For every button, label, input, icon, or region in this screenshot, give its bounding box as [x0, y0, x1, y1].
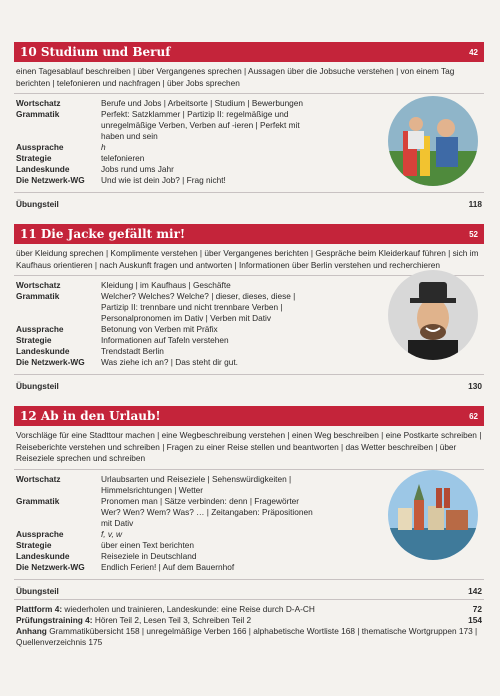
- unit-12: [14, 406, 484, 599]
- uebungsteil-page: 118: [468, 199, 482, 209]
- unit-photo-city-river: [388, 470, 478, 560]
- unit-page-number: 52: [469, 229, 478, 239]
- anhang-row: [16, 626, 482, 648]
- detail-value: Informationen auf Tafeln verstehen: [101, 335, 229, 345]
- detail-value: Reiseziele in Deutschland: [101, 550, 197, 561]
- detail-value: Berufe und Jobs | Arbeitsorte | Studium | Bewerbungen: [101, 98, 304, 108]
- detail-value: Jobs rund ums Jahr: [101, 164, 174, 174]
- detail-value: Kleidung | im Kaufhaus | Geschäfte: [101, 280, 231, 290]
- unit-aims: über Kleidung sprechen | Komplimente verstehen | über Vergangenes berichten | Gespräche beim Kleiderkauf führen | sich im Kaufhaus orientieren | nach Auskunft fragen und antworten | Informationen über Berlin verstehen und recherchieren: [14, 244, 484, 276]
- plattform-text: wiederholen und trainieren, Landeskunde: eine Reise durch D-A-CH: [62, 603, 315, 614]
- pruefung-text: Hören Teil 2, Lesen Teil 3, Schreiben Teil 2: [92, 614, 252, 625]
- toc-footer: [14, 599, 484, 652]
- detail-label: Landeskunde: [16, 346, 70, 356]
- detail-label: Wortschatz: [16, 280, 61, 290]
- uebungsteil-label: Übungsteil: [16, 381, 59, 391]
- unit-photo-family: [388, 96, 478, 186]
- detail-label: Strategie: [16, 153, 52, 163]
- detail-value: h: [101, 142, 106, 152]
- unit-aims: einen Tagesablauf beschreiben | über Vergangenes sprechen | Aussagen über die Jobsuche verstehen | von einem Tag berichten | telefonieren und nachfragen | über Jobs sprechen: [14, 62, 484, 94]
- unit-title: 12 Ab in den Urlaub!: [20, 409, 161, 423]
- unit-10: [14, 42, 484, 212]
- detail-label: Wortschatz: [16, 98, 61, 108]
- unit-header: [14, 42, 484, 62]
- uebungsteil-row: [14, 192, 484, 212]
- detail-value: f, v, w: [101, 528, 123, 539]
- unit-title: 11 Die Jacke gefällt mir!: [20, 227, 186, 241]
- pruefung-page: 154: [468, 614, 482, 625]
- uebungsteil-row: [14, 579, 484, 599]
- detail-value: Perfekt: Satzklammer | Partizip II: regelmäßige und unregelmäßige Verben, Verben auf -ieren | Perfekt mit haben und sein: [101, 109, 300, 141]
- uebungsteil-page: 130: [468, 381, 482, 391]
- pruefung-label: Prüfungstraining 4:: [16, 614, 93, 625]
- unit-aims: Vorschläge für eine Stadttour machen | eine Wegbeschreibung verstehen | einen Weg beschreiben | eine Postkarte schreiben | Reiseberichte verstehen und schreiben | Fragen zu einer Reise stellen und beantworten | das Wetter beschreiben | über Reiseziele sprechen und schreiben: [14, 426, 484, 470]
- detail-label: Landeskunde: [16, 164, 70, 174]
- detail-label: Die Netzwerk-WG: [16, 357, 85, 367]
- detail-label: Grammatik: [16, 495, 60, 506]
- detail-label: Grammatik: [16, 109, 60, 119]
- detail-label: Aussprache: [16, 142, 64, 152]
- plattform-page: 72: [472, 603, 482, 614]
- unit-details: [14, 276, 484, 368]
- uebungsteil-label: Übungsteil: [16, 585, 59, 596]
- detail-label: Aussprache: [16, 528, 64, 539]
- detail-label: Die Netzwerk-WG: [16, 561, 85, 572]
- unit-11: [14, 224, 484, 394]
- detail-value: Endlich Ferien! | Auf dem Bauernhof: [101, 561, 235, 572]
- table-of-contents: [14, 42, 484, 652]
- plattform-label: Plattform 4:: [16, 603, 63, 614]
- detail-value: Betonung von Verben mit Präfix: [101, 324, 218, 334]
- detail-value: telefonieren: [101, 153, 145, 163]
- unit-header: [14, 406, 484, 426]
- detail-row: [16, 562, 482, 573]
- uebungsteil-row: [14, 374, 484, 394]
- detail-label: Landeskunde: [16, 550, 70, 561]
- detail-value: Pronomen man | Sätze verbinden: denn | Fragewörter Wer? Wen? Wem? Was? … | Zeitangaben: Präpositionen mit Dativ: [101, 495, 313, 528]
- uebungsteil-page: 142: [468, 585, 482, 596]
- detail-label: Grammatik: [16, 291, 60, 301]
- detail-label: Wortschatz: [16, 473, 61, 484]
- anhang-text: Grammatikübersicht 158 | unregelmäßige Verben 166 | alphabetische Wortliste 168 | thematische Wortgruppen 173 | Quellenverzeichnis 175: [16, 625, 478, 647]
- pruefung-row: [16, 615, 482, 626]
- detail-label: Strategie: [16, 539, 52, 550]
- detail-value: Und wie ist dein Job? | Frag nicht!: [101, 175, 226, 185]
- detail-value: Welcher? Welches? Welche? | dieser, dieses, diese | Partizip II: trennbare und nicht trennbare Verben | Personalpronomen im Dativ | Verben mit Dativ: [101, 291, 296, 323]
- uebungsteil-label: Übungsteil: [16, 199, 59, 209]
- unit-details: [14, 94, 484, 186]
- plattform-row: [16, 604, 482, 615]
- unit-title: 10 Studium und Beruf: [20, 45, 171, 59]
- anhang-label: Anhang: [16, 625, 47, 636]
- detail-value: über einen Text berichten: [101, 539, 195, 550]
- unit-header: [14, 224, 484, 244]
- unit-page-number: 42: [469, 47, 478, 57]
- detail-value: Was ziehe ich an? | Das steht dir gut.: [101, 357, 238, 367]
- detail-label: Strategie: [16, 335, 52, 345]
- detail-value: Trendstadt Berlin: [101, 346, 164, 356]
- detail-value: Urlaubsarten und Reiseziele | Sehenswürdigkeiten | Himmelsrichtungen | Wetter: [101, 473, 292, 495]
- detail-row: [16, 357, 482, 368]
- unit-page-number: 62: [469, 411, 478, 421]
- unit-details: [14, 470, 484, 573]
- unit-photo-man-hat: [388, 270, 478, 360]
- detail-label: Aussprache: [16, 324, 64, 334]
- detail-label: Die Netzwerk-WG: [16, 175, 85, 185]
